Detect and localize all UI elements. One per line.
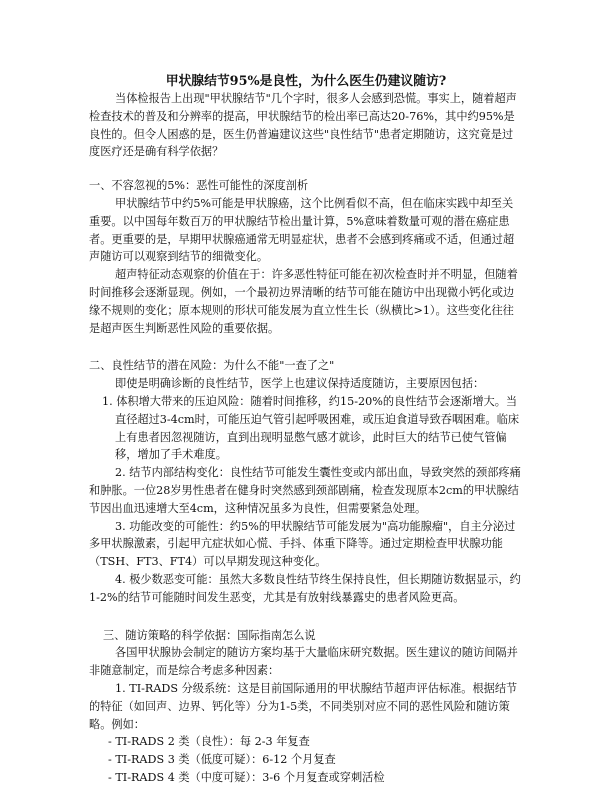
section-2-item-1: 1. 体积增大带来的压迫风险：随着时间推移，约15-20%的良性结节会逐渐增大。当直径超过3-4cm时，可能压迫气管引起呼吸困难，或压迫食道导致吞咽困难。临床上有患者因忽视随访，直到出现明显憋气感才就诊，此时巨大的结节已使气管偏移，增加了手术难度。 bbox=[102, 394, 520, 462]
section-3-item-1: 1. TI-RADS 分级系统：这是目前国际通用的甲状腺结节超声评估标准。根据结节的特征（如回声、边界、钙化等）分为1-5类，不同类别对应不同的恶性风险和随访策略。例如： bbox=[89, 681, 518, 731]
tirads-bullet: - TI-RADS 4 类（中度可疑）：3-6 个月复查或穿刺活检 bbox=[108, 770, 385, 784]
section-2-heading: 二、良性结节的潜在风险：为什么不能"一查了之" bbox=[89, 359, 335, 373]
tirads-bullet: - TI-RADS 2 类（良性）：每 2-3 年复查 bbox=[108, 735, 310, 749]
section-1-paragraph-2: 超声特征动态观察的价值在于：许多恶性特征可能在初次检查时并不明显，但随着时间推移会逐渐显现。例如，一个最初边界清晰的结节可能在随访中出现微小钙化或边缘不规则的变化；原本规则的形状可能发展为直立性生长（纵横比>1）。这些变化往往是超声医生判断恶性风险的重要依据。 bbox=[89, 268, 518, 335]
article-title: 甲状腺结节95%是良性，为什么医生仍建议随访? bbox=[165, 74, 447, 89]
section-3-lead: 各国甲状腺协会制定的随访方案均基于大量临床研究数据。医生建议的随访间隔并非随意制定，而是综合考虑多种因素： bbox=[89, 646, 518, 678]
article-body bbox=[89, 90, 523, 787]
section-2-item-4: 4. 极少数恶变可能：虽然大多数良性结节终生保持良性，但长期随访数据显示，约1-2%的结节可能随时间发生恶变，尤其是有放射线暴露史的患者风险更高。 bbox=[89, 572, 521, 604]
tirads-bullet: - TI-RADS 3 类（低度可疑）：6-12 个月复查 bbox=[108, 753, 336, 767]
intro-paragraph: 当体检报告上出现"甲状腺结节"几个字时，很多人会感到恐慌。事实上，随着超声检查技术的普及和分辨率的提高，甲状腺结节的检出率已高达20-76%，其中约95%是良性的。但令人困惑的是，医生仍普遍建议这些"良性结节"患者定期随访，这究竟是过度医疗还是确有科学依据？ bbox=[89, 92, 517, 159]
section-2-item-2: 2. 结节内部结构变化：良性结节可能发生囊性变或内部出血，导致突然的颈部疼痛和肿胀。一位28岁男性患者在健身时突然感到颈部剧痛，检查发现原本2cm的甲状腺结节因出血迅速增大至4cm，这种情况虽多为良性，但需要紧急处理。 bbox=[89, 466, 521, 515]
section-2-lead: 即使是明确诊断的良性结节，医学上也建议保持适度随访，主要原因包括： bbox=[115, 377, 485, 391]
section-2-item-3: 3. 功能改变的可能性：约5%的甲状腺结节可能发展为"高功能腺瘤"，自主分泌过多甲状腺激素，引起甲亢症状如心慌、手抖、体重下降等。通过定期检查甲状腺功能（TSH、FT3、FT4）可以早期发现这种变化。 bbox=[89, 519, 516, 569]
section-1-paragraph-1: 甲状腺结节中约5%可能是甲状腺癌，这个比例看似不高，但在临床实践中却至关重要。以中国每年数百万的甲状腺结节检出量计算，5%意味着数量可观的潜在癌症患者。更重要的是，早期甲状腺癌通常无明显症状，患者不会感到疼痛或不适，但通过超声随访可以观察到结节的细微变化。 bbox=[89, 196, 515, 264]
section-3-heading: 三、随访策略的科学依据：国际指南怎么说 bbox=[103, 628, 316, 642]
section-1-heading: 一、不容忽视的5%：恶性可能性的深度剖析 bbox=[89, 179, 309, 193]
